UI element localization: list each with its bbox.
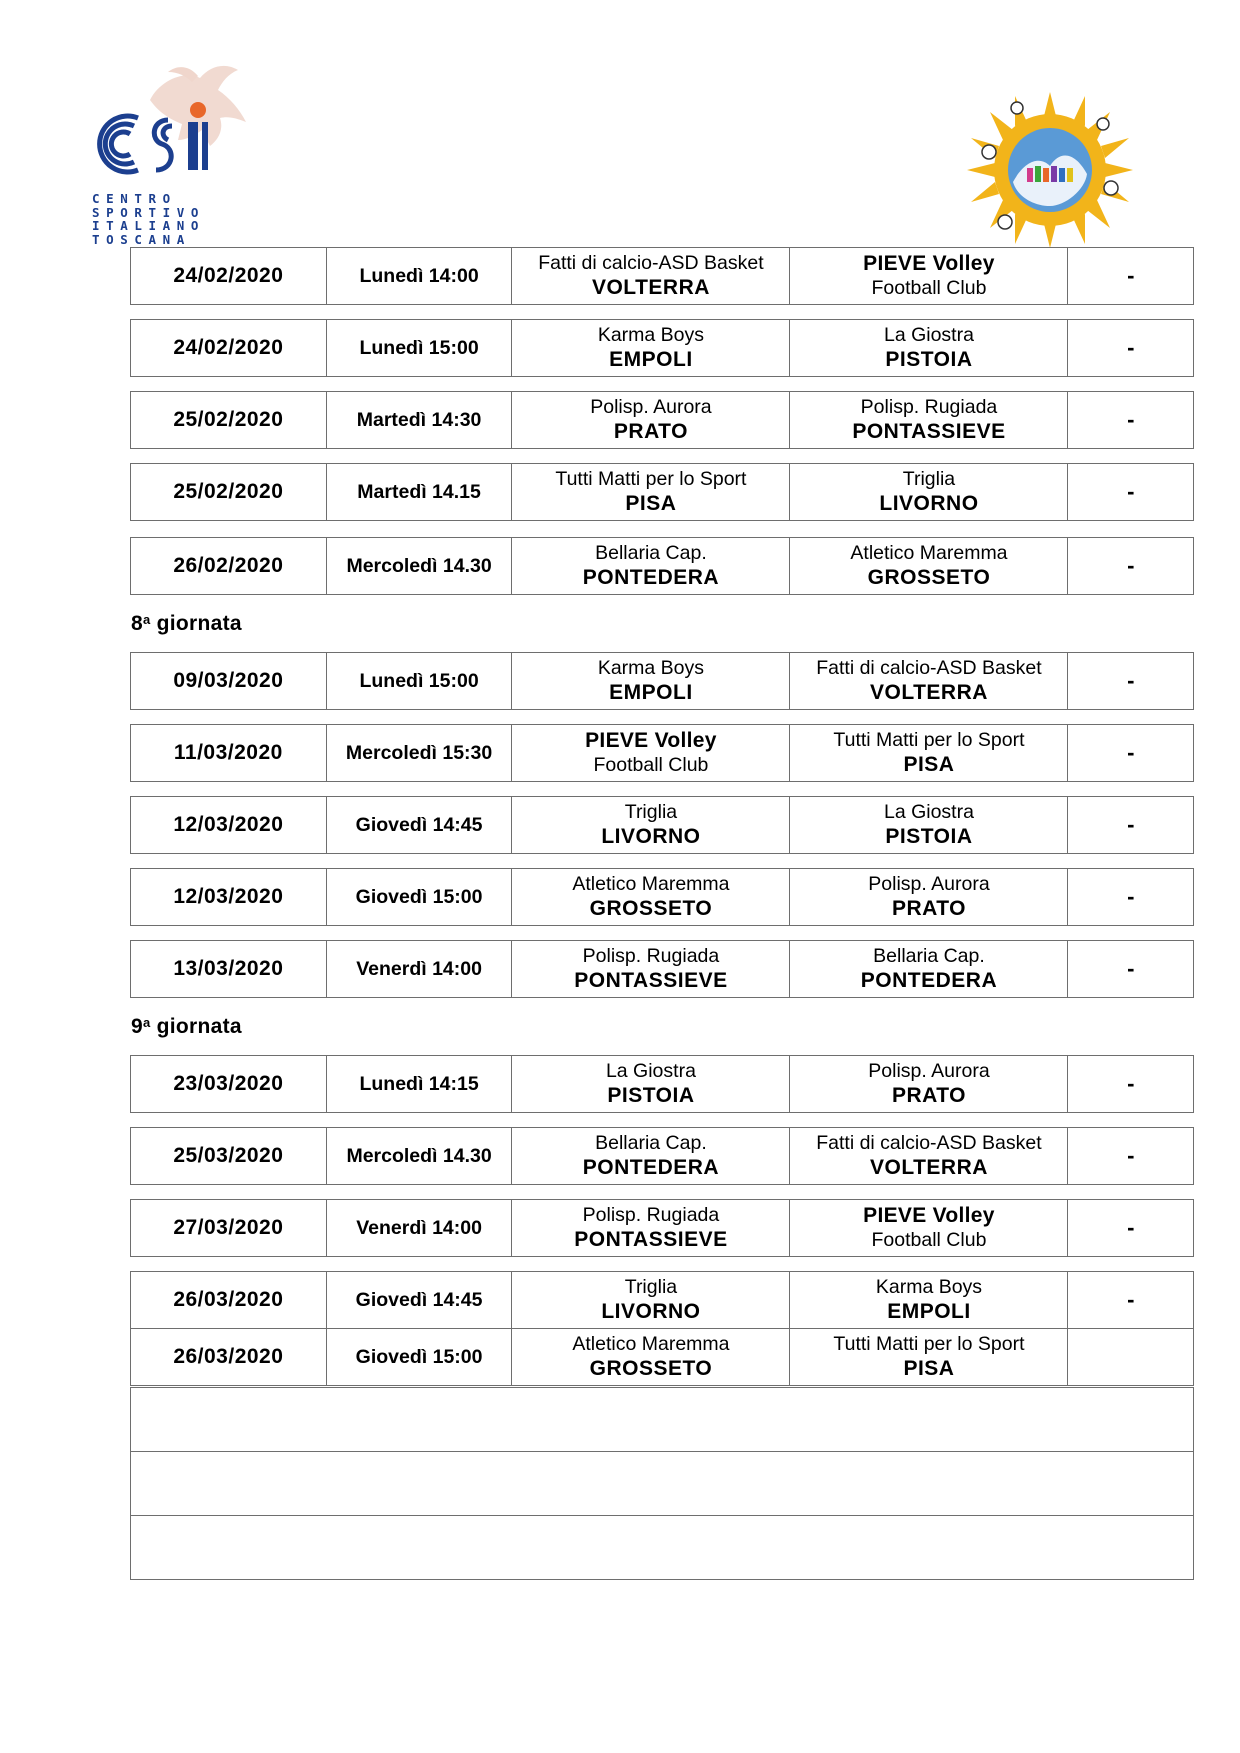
away-team [790, 1272, 1068, 1329]
away-team [790, 869, 1068, 926]
empty-row [131, 1516, 1194, 1580]
match-date: 09/03/2020 [131, 653, 327, 710]
home-team-city: PONTASSIEVE [574, 1227, 728, 1251]
away-team-city: Football Club [871, 1228, 987, 1251]
match-day-time: Martedì 14:30 [326, 392, 512, 449]
away-team-city: GROSSETO [867, 565, 991, 589]
match-table [130, 319, 1194, 377]
csi-logo-line: CENTRO [92, 191, 177, 206]
home-team-name: Triglia [624, 1275, 678, 1298]
match-day-time: Giovedì 15:00 [326, 1329, 512, 1386]
away-team [790, 1056, 1068, 1113]
home-team-city: VOLTERRA [591, 275, 710, 299]
home-team [512, 725, 790, 782]
match-row [131, 1272, 1194, 1329]
away-team [790, 538, 1068, 595]
match-date: 26/03/2020 [131, 1272, 327, 1329]
home-team-name: Fatti di calcio-ASD Basket [538, 251, 764, 274]
match-day-time: Giovedì 14:45 [326, 1272, 512, 1329]
match-result: - [1068, 653, 1194, 710]
home-team [512, 538, 790, 595]
home-team [512, 869, 790, 926]
home-team [512, 1272, 790, 1329]
home-team-city: EMPOLI [609, 680, 693, 704]
home-team [512, 941, 790, 998]
empty-rows [130, 1387, 1194, 1580]
match-result: - [1068, 392, 1194, 449]
empty-cell [131, 1452, 1194, 1516]
away-team-city: PRATO [891, 896, 966, 920]
match-result: - [1068, 248, 1194, 305]
match-day-time: Mercoledì 14.30 [326, 1128, 512, 1185]
away-team-name: Tutti Matti per lo Sport [833, 728, 1025, 751]
away-team-name: Polisp. Aurora [868, 872, 990, 895]
away-team-name: Bellaria Cap. [873, 944, 985, 967]
away-team [790, 320, 1068, 377]
home-team [512, 320, 790, 377]
match-date: 25/02/2020 [131, 464, 327, 521]
away-team-name: Polisp. Rugiada [860, 395, 998, 418]
csi-logo-line: SPORTIVO [92, 204, 206, 220]
away-team [790, 653, 1068, 710]
away-team-city: PISA [903, 1356, 955, 1380]
match-day-time: Giovedì 14:45 [326, 797, 512, 854]
match-table [130, 652, 1194, 710]
away-team-name: Atletico Maremma [850, 541, 1008, 564]
home-team-name: Triglia [624, 800, 678, 823]
match-row [131, 797, 1194, 854]
match-table [130, 724, 1194, 782]
home-team [512, 653, 790, 710]
away-team-name: PIEVE Volley [863, 251, 995, 275]
home-team [512, 797, 790, 854]
home-team-city: GROSSETO [589, 1356, 713, 1380]
round-number: 8 [131, 612, 143, 635]
away-team [790, 1329, 1068, 1386]
away-team-name: PIEVE Volley [863, 1203, 995, 1227]
empty-row [131, 1388, 1194, 1452]
away-team-name: Fatti di calcio-ASD Basket [816, 1131, 1042, 1154]
home-team-city: PISA [625, 491, 677, 515]
away-team-city: LIVORNO [879, 491, 979, 515]
match-row [131, 248, 1194, 305]
away-team-city: EMPOLI [887, 1299, 971, 1323]
match-day-time: Venerdì 14:00 [326, 941, 512, 998]
round-word: giornata [150, 1015, 242, 1038]
match-result: - [1068, 1056, 1194, 1113]
away-team [790, 1128, 1068, 1185]
home-team-city: LIVORNO [601, 1299, 701, 1323]
match-date: 26/02/2020 [131, 538, 327, 595]
csi-logo-text [92, 191, 206, 247]
home-team [512, 464, 790, 521]
home-team-name: Bellaria Cap. [595, 1131, 707, 1154]
home-team-city: PONTEDERA [582, 565, 720, 589]
away-team [790, 797, 1068, 854]
association-sun-logo [965, 90, 1135, 250]
home-team [512, 248, 790, 305]
away-team-city: PRATO [891, 1083, 966, 1107]
csi-logo-line: TOSCANA [92, 231, 191, 247]
away-team-name: Fatti di calcio-ASD Basket [816, 656, 1042, 679]
home-team-city: LIVORNO [601, 824, 701, 848]
match-table [130, 796, 1194, 854]
empty-row [131, 1452, 1194, 1516]
match-result: - [1068, 941, 1194, 998]
match-day-time: Mercoledì 14.30 [326, 538, 512, 595]
home-team-name: Polisp. Rugiada [582, 1203, 720, 1226]
home-team [512, 1056, 790, 1113]
match-date: 23/03/2020 [131, 1056, 327, 1113]
match-result: - [1068, 464, 1194, 521]
away-team-city: PISTOIA [885, 347, 973, 371]
home-team-name: Tutti Matti per lo Sport [555, 467, 747, 490]
match-table [130, 391, 1194, 449]
match-day-time: Lunedì 14:00 [326, 248, 512, 305]
home-team-city: PRATO [613, 419, 688, 443]
match-result: - [1068, 320, 1194, 377]
match-result: - [1068, 1200, 1194, 1257]
home-team-city: EMPOLI [609, 347, 693, 371]
csi-logo-line: ITALIANO [92, 218, 206, 233]
away-team-city: Football Club [871, 276, 987, 299]
home-team-name: Karma Boys [597, 323, 705, 346]
match-row [131, 1056, 1194, 1113]
match-date: 24/02/2020 [131, 320, 327, 377]
match-day-time: Giovedì 15:00 [326, 869, 512, 926]
home-team-name: Polisp. Rugiada [582, 944, 720, 967]
home-team-name: La Giostra [605, 1059, 696, 1082]
home-team [512, 1128, 790, 1185]
home-team-city: Football Club [593, 753, 709, 776]
match-day-time: Lunedì 15:00 [326, 653, 512, 710]
match-row [131, 392, 1194, 449]
home-team-name: Atletico Maremma [572, 1332, 730, 1355]
home-team-name: PIEVE Volley [585, 728, 717, 752]
away-team-city: PISA [903, 752, 955, 776]
home-team-city: PONTEDERA [582, 1155, 720, 1179]
match-result [1068, 1329, 1194, 1386]
match-row [131, 1200, 1194, 1257]
home-team-city: PONTASSIEVE [574, 968, 728, 992]
home-team [512, 1329, 790, 1386]
round-title [131, 1015, 242, 1039]
match-row [131, 869, 1194, 926]
away-team-city: VOLTERRA [869, 1155, 988, 1179]
home-team [512, 392, 790, 449]
match-table [130, 1199, 1194, 1257]
away-team-name: La Giostra [883, 800, 974, 823]
match-table [130, 1271, 1194, 1386]
csi-logo [90, 60, 250, 250]
match-table [130, 537, 1194, 595]
away-team-name: Karma Boys [875, 1275, 983, 1298]
match-row [131, 320, 1194, 377]
away-team-city: PONTEDERA [860, 968, 998, 992]
home-team-name: Atletico Maremma [572, 872, 730, 895]
match-date: 27/03/2020 [131, 1200, 327, 1257]
match-result: - [1068, 869, 1194, 926]
match-result: - [1068, 538, 1194, 595]
away-team-city: PISTOIA [885, 824, 973, 848]
away-team-name: La Giostra [883, 323, 974, 346]
away-team [790, 464, 1068, 521]
match-table [130, 940, 1194, 998]
match-table [130, 1055, 1194, 1113]
sun-icon [965, 90, 1135, 250]
round-word: giornata [150, 612, 242, 635]
match-table [130, 463, 1194, 521]
away-team-name: Polisp. Aurora [868, 1059, 990, 1082]
away-team-city: PONTASSIEVE [852, 419, 1006, 443]
home-team [512, 1200, 790, 1257]
home-team-name: Polisp. Aurora [590, 395, 712, 418]
match-row [131, 941, 1194, 998]
away-team [790, 1200, 1068, 1257]
match-day-time: Mercoledì 15:30 [326, 725, 512, 782]
match-row [131, 538, 1194, 595]
match-row [131, 1329, 1194, 1386]
match-date: 12/03/2020 [131, 797, 327, 854]
match-date: 12/03/2020 [131, 869, 327, 926]
round-title [131, 612, 242, 636]
pegasus-icon [90, 60, 250, 200]
round-ordinal: a [142, 1015, 151, 1030]
away-team [790, 725, 1068, 782]
match-day-time: Lunedì 14:15 [326, 1056, 512, 1113]
match-row [131, 653, 1194, 710]
empty-cell [131, 1388, 1194, 1452]
match-date: 25/03/2020 [131, 1128, 327, 1185]
home-team-name: Bellaria Cap. [595, 541, 707, 564]
match-day-time: Martedì 14.15 [326, 464, 512, 521]
match-table [130, 247, 1194, 305]
match-result: - [1068, 1272, 1194, 1329]
away-team [790, 248, 1068, 305]
away-team [790, 392, 1068, 449]
match-date: 13/03/2020 [131, 941, 327, 998]
match-result: - [1068, 797, 1194, 854]
round-ordinal: a [142, 612, 151, 627]
home-team-city: GROSSETO [589, 896, 713, 920]
round-number: 9 [131, 1015, 143, 1038]
away-team-city: VOLTERRA [869, 680, 988, 704]
away-team-name: Tutti Matti per lo Sport [833, 1332, 1025, 1355]
away-team [790, 941, 1068, 998]
match-date: 25/02/2020 [131, 392, 327, 449]
match-date: 26/03/2020 [131, 1329, 327, 1386]
empty-cell [131, 1516, 1194, 1580]
match-row [131, 464, 1194, 521]
match-day-time: Venerdì 14:00 [326, 1200, 512, 1257]
match-result: - [1068, 1128, 1194, 1185]
home-team-name: Karma Boys [597, 656, 705, 679]
match-result: - [1068, 725, 1194, 782]
match-table [130, 1127, 1194, 1185]
match-day-time: Lunedì 15:00 [326, 320, 512, 377]
match-row [131, 725, 1194, 782]
match-date: 24/02/2020 [131, 248, 327, 305]
match-row [131, 1128, 1194, 1185]
away-team-name: Triglia [902, 467, 956, 490]
match-table [130, 868, 1194, 926]
home-team-city: PISTOIA [607, 1083, 695, 1107]
match-date: 11/03/2020 [131, 725, 327, 782]
